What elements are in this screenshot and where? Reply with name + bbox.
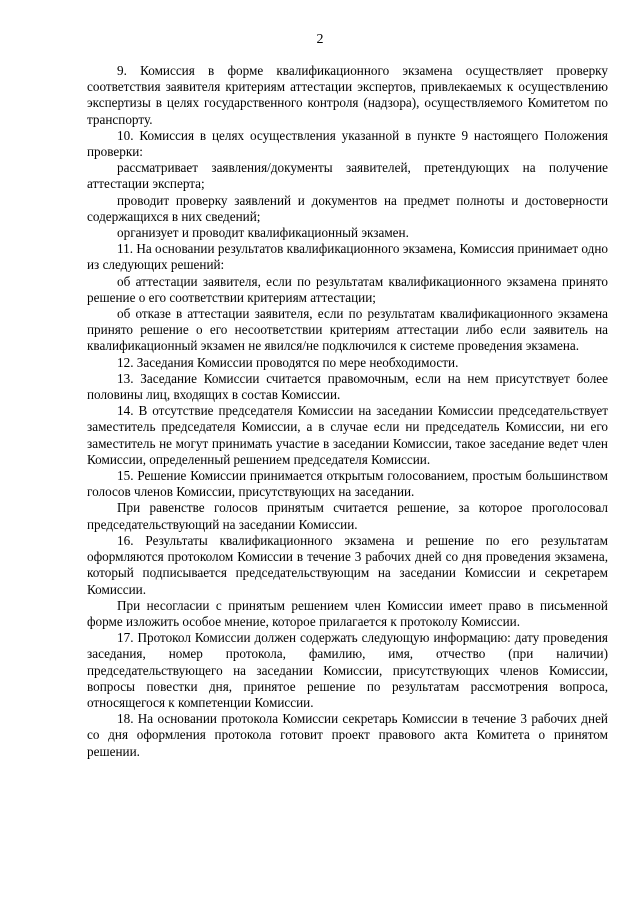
paragraph-16: 16. Результаты квалификационного экзамена и решение по его результатам оформляются протоколом Комиссии в течение 3 рабочих дней со дня проведения экзамена, который подписывается председательствующим на заседании Комиссии и секретарем Комиссии. bbox=[87, 532, 608, 597]
paragraph-15: 15. Решение Комиссии принимается открытым голосованием, простым большинством голосов членов Комиссии, присутствующих на заседании. bbox=[87, 468, 608, 500]
paragraph-16-dissent: При несогласии с принятым решением член Комиссии имеет право в письменной форме изложить особое мнение, которое прилагается к протоколу Комиссии. bbox=[87, 597, 608, 629]
paragraph-13: 13. Заседание Комиссии считается правомочным, если на нем присутствует более половины лиц, входящих в состав Комиссии. bbox=[87, 370, 608, 403]
paragraph-11-item-refuse: об отказе в аттестации заявителя, если по результатам квалификационного экзамена принято решение о его несоответствии критериям аттестации либо если заявитель на квалификационный экзамен не явился/не подключился к системе проведения экзамена. bbox=[87, 306, 608, 354]
paragraph-10-item-verify: проводит проверку заявлений и документов на предмет полноты и достоверности содержащихся в них сведений; bbox=[87, 192, 608, 224]
page-number: 2 bbox=[316, 32, 324, 47]
paragraph-18: 18. На основании протокола Комиссии секретарь Комиссии в течение 3 рабочих дней со дня оформления протокола готовит проект правового акта Комитета о принятом решении. bbox=[87, 711, 608, 759]
paragraph-9: 9. Комиссия в форме квалификационного экзамена осуществляет проверку соответствия заявителя критериям аттестации экспертов, привлекаемых к осуществлению экспертизы в целях государственного контроля (надзора), осуществляемого Комитетом по транспорту. bbox=[87, 63, 608, 127]
paragraph-12: 12. Заседания Комиссии проводятся по мере необходимости. bbox=[117, 354, 459, 370]
paragraph-10: 10. Комиссия в целях осуществления указанной в пункте 9 настоящего Положения проверки: bbox=[87, 127, 608, 160]
paragraph-14: 14. В отсутствие председателя Комиссии на заседании Комиссии председательствует заместитель председателя Комиссии, а в случае если ни председатель Комиссии, ни его заместитель не могут принимать участие в заседании Комиссии, такое заседание ведет член Комиссии, определенный решением председателя Комиссии. bbox=[87, 403, 608, 467]
paragraph-17: 17. Протокол Комиссии должен содержать следующую информацию: дату проведения заседания, номер протокола, фамилию, имя, отчество (при наличии) председательствующего на заседании Комиссии, присутствующих членов Комиссии, вопросы повестки дня, принятое решение по результатам рассмотрения вопроса, относящегося к компетенции Комиссии. bbox=[87, 630, 608, 710]
document-body bbox=[87, 63, 608, 760]
paragraph-11: 11. На основании результатов квалификационного экзамена, Комиссия принимает одно из следующих решений: bbox=[87, 241, 608, 273]
paragraph-10-item-review: рассматривает заявления/документы заявителей, претендующих на получение аттестации эксперта; bbox=[87, 160, 608, 192]
paragraph-10-item-exam: организует и проводит квалификационный экзамен. bbox=[117, 225, 409, 241]
paragraph-11-item-approve: об аттестации заявителя, если по результатам квалификационного экзамена принято решение о его соответствии критериям аттестации; bbox=[87, 273, 608, 305]
paragraph-15-tie-rule: При равенстве голосов принятым считается решение, за которое проголосовал председательствующий на заседании Комиссии. bbox=[87, 500, 608, 532]
